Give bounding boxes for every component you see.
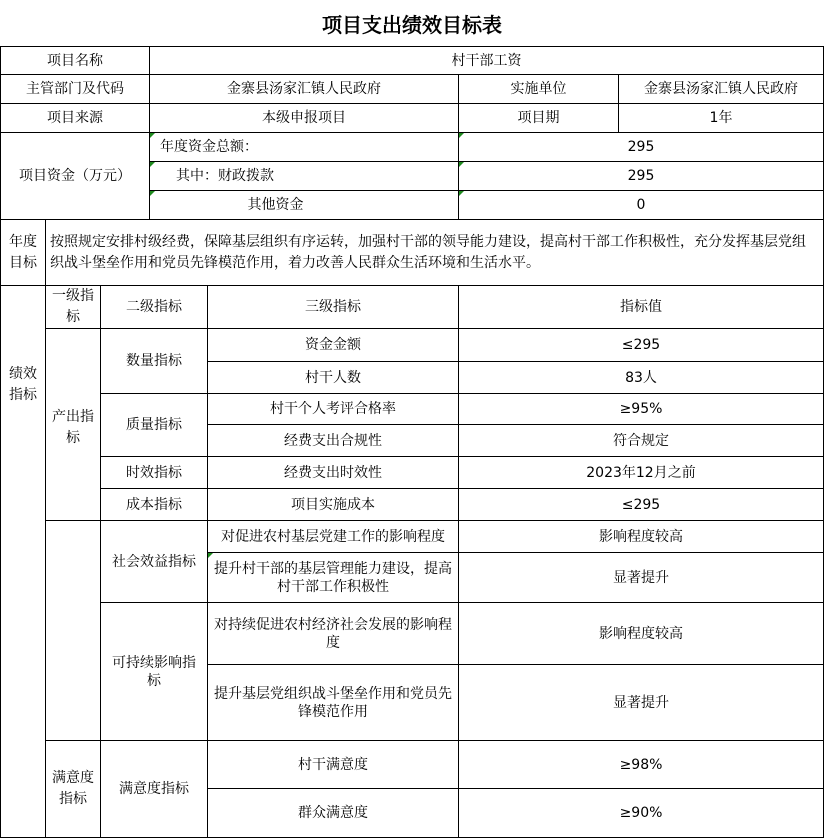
dept-value: 金寨县汤家汇镇人民政府: [149, 74, 459, 104]
funds-total-label: 年度资金总额：: [149, 132, 459, 162]
indicator-value: 显著提升: [458, 552, 824, 603]
level2-satisfaction: 满意度指标: [100, 740, 208, 838]
goal-label: 年度目标: [0, 219, 46, 286]
indicator-name: 提升基层党组织战斗堡垒作用和党员先锋模范作用: [207, 664, 459, 741]
indicator-value: 影响程度较高: [458, 520, 824, 553]
col-level3: 三级指标: [207, 285, 459, 329]
funds-total-value: 295: [458, 132, 824, 162]
goal-text: 按照规定安排村级经费，保障基层组织有序运转，加强村干部的领导能力建设，提高村干部工作积极性，充分发挥基层党组织战斗堡垒作用和党员先锋模范作用，着力改善人民群众生活环境和生活水平。: [45, 219, 824, 286]
indicator-name: 村干人数: [207, 361, 459, 394]
indicator-value: ≥95%: [458, 393, 824, 425]
indicator-name: 项目实施成本: [207, 488, 459, 521]
period-label: 项目期: [458, 103, 619, 133]
indicator-name: 村干满意度: [207, 740, 459, 789]
project-name-value: 村干部工资: [149, 46, 824, 75]
indicator-value: 显著提升: [458, 664, 824, 741]
funds-other-value: 0: [458, 190, 824, 220]
perf-label: 绩效指标: [0, 285, 46, 838]
source-value: 本级申报项目: [149, 103, 459, 133]
funds-fiscal-value: 295: [458, 161, 824, 191]
level1-satisfaction: 满意度指标: [45, 740, 101, 838]
source-label: 项目来源: [0, 103, 150, 133]
funds-label: 项目资金（万元）: [0, 132, 150, 220]
level2-quantity: 数量指标: [100, 328, 208, 394]
indicator-name: 村干个人考评合格率: [207, 393, 459, 425]
indicator-value: 影响程度较高: [458, 602, 824, 665]
period-value: 1年: [618, 103, 824, 133]
level2-social: 社会效益指标: [100, 520, 208, 603]
impl-value: 金寨县汤家汇镇人民政府: [618, 74, 824, 104]
indicator-name: 群众满意度: [207, 788, 459, 838]
indicator-name: 经费支出合规性: [207, 424, 459, 457]
level2-sustain: 可持续影响指标: [100, 602, 208, 741]
table-title: 项目支出绩效目标表: [322, 12, 502, 37]
project-name-label: 项目名称: [0, 46, 150, 75]
funds-fiscal-label: 其中：财政拨款: [149, 161, 459, 191]
level2-quality: 质量指标: [100, 393, 208, 457]
indicator-name: 资金金额: [207, 328, 459, 362]
level1-output: 产出指标: [45, 328, 101, 521]
indicator-value: ≥90%: [458, 788, 824, 838]
indicator-value: ≤295: [458, 488, 824, 521]
indicator-value: 83人: [458, 361, 824, 394]
col-value: 指标值: [458, 285, 824, 329]
indicator-value: 2023年12月之前: [458, 456, 824, 489]
impl-label: 实施单位: [458, 74, 619, 104]
indicator-name: 提升村干部的基层管理能力建设，提高村干部工作积极性: [207, 552, 459, 603]
indicator-value: ≤295: [458, 328, 824, 362]
level2-timeliness: 时效指标: [100, 456, 208, 489]
indicator-value: ≥98%: [458, 740, 824, 789]
dept-label: 主管部门及代码: [0, 74, 150, 104]
indicator-value: 符合规定: [458, 424, 824, 457]
level1-effect-blank: [45, 520, 101, 741]
indicator-name: 经费支出时效性: [207, 456, 459, 489]
col-level1: 一级指标: [45, 285, 101, 329]
col-level2: 二级指标: [100, 285, 208, 329]
indicator-name: 对促进农村基层党建工作的影响程度: [207, 520, 459, 553]
level2-cost: 成本指标: [100, 488, 208, 521]
indicator-name: 对持续促进农村经济社会发展的影响程度: [207, 602, 459, 665]
funds-other-label: 其他资金: [149, 190, 459, 220]
